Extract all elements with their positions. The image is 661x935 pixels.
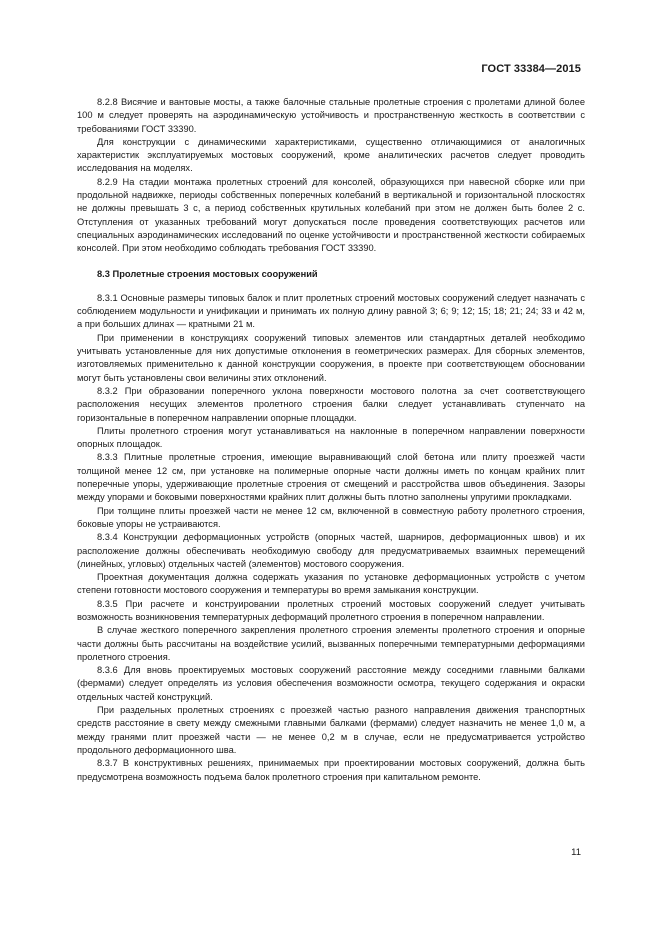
document-body [77,96,585,784]
paragraph: 8.3.4 Конструкции деформационных устройств (опорных частей, шарниров, деформационных швов) и их расположение должны обеспечивать необходимую свободу для предусматриваемых взаимных перемещений (линейных, угловых) отдельных частей (элементов) мостового сооружения. [77,532,585,569]
paragraph: При толщине плиты проезжей части не менее 12 см, включенной в совместную работу пролетного строения, боковые упоры не устраиваются. [77,505,585,529]
paragraph: При применении в конструкциях сооружений типовых элементов или стандартных деталей необходимо учитывать установленные для них допустимые отклонения в геометрических размерах. Для сборных элементов, изготовляемых применительно к данной конструкции сооружения, в проекте при соответствующем обосновании могут быть установлены свои величины этих отклонений. [77,332,585,383]
document-id: ГОСТ 33384—2015 [481,63,581,75]
section-heading: 8.3 Пролетные строения мостовых сооружений [97,268,318,279]
paragraph: Проектная документация должна содержать указания по установке деформационных устройств с учетом степени готовности мостового сооружения и температуры во время замыкания конструкции. [77,572,585,596]
paragraph: 8.3.3 Плитные пролетные строения, имеющие выравнивающий слой бетона или плиту проезжей части толщиной менее 12 см, при установке на полимерные опорные части должны иметь по концам крайних плит поперечные упоры, удерживающие пролетные строения от смещений и расстройства швов объединения. Зазоры между упорами и боковыми поверхностями крайних плит должны быть плотно заполнены упругими прокладками. [77,452,585,503]
paragraph: 8.3.1 Основные размеры типовых балок и плит пролетных строений мостовых сооружений следует назначать с соблюдением модульности и унификации и принимать их полную длину равной 3; 6; 9; 12; 15; 18; 21; 24; 33 и 42 м, а при больших длинах — кратными 21 м. [77,292,585,330]
paragraph: 8.3.7 В конструктивных решениях, принимаемых при проектировании мостовых сооружений, должна быть предусмотрена возможность подъема балок пролетного строения при капитальном ремонте. [77,758,585,782]
paragraph: 8.3.6 Для вновь проектируемых мостовых сооружений расстояние между соседними главными балками (фермами) следует определять из условия обеспечения возможности осмотра, текущего содержания и окраски отдельных частей конструкций. [77,665,585,702]
paragraph: Плиты пролетного строения могут устанавливаться на наклонные в поперечном направлении поверхности опорных площадок. [77,425,585,450]
paragraph: 8.2.8 Висячие и вантовые мосты, а также балочные стальные пролетные строения с пролетами длиной более 100 м следует проверять на аэродинамическую устойчивость и пространственную жесткость в соответствии с требованиями ГОСТ 33390. [77,97,585,134]
paragraph: Для конструкции с динамическими характеристиками, существенно отличающимися от аналогичных характеристик эксплуатируемых мостовых сооружений, кроме аналитических расчетов следует проводить исследования на моделях. [77,136,585,174]
paragraph: 8.3.2 При образовании поперечного уклона поверхности мостового полотна за счет соответствующего расположения несущих элементов пролетного строения балки следует устанавливать ступенчато на горизонтальные в поперечном направлении опорные площадки. [77,385,585,423]
paragraph: 8.2.9 На стадии монтажа пролетных строений для консолей, образующихся при навесной сборке или при продольной надвижке, периоды собственных поперечных колебаний в вертикальной и горизонтальной плоскостях не должны превышать 3 с, а период собственных крутильных колебаний при этом не должен быть более 2 с. Отступления от указанных требований могут допускаться после проведения соответствующих расчетов или специальных аэродинамических исследований по оценке устойчивости и пространственной жесткости собираемых консолей. При этом необходимо соблюдать требования ГОСТ 33390. [77,176,585,254]
paragraph: При раздельных пролетных строениях с проезжей частью разного направления движения транспортных средств расстояние в свету между смежными главными балками (фермами) следует назначить не менее 1,0 м, а между гранями плит проезжей части — не менее 0,2 м в случае, если не предусматривается устройство продольного деформационного шва. [77,705,585,755]
paragraph: В случае жесткого поперечного закрепления пролетного строения элементы пролетного строения и опорные части должны быть рассчитаны на воздействие усилий, вызванных поперечными температурными деформациями пролетного строения. [77,625,585,662]
page-number: 11 [571,847,581,858]
paragraph: 8.3.5 При расчете и конструировании пролетных строений мостовых сооружений следует учитывать возможность возникновения температурных деформаций пролетного строения в поперечном направлении. [77,598,585,622]
